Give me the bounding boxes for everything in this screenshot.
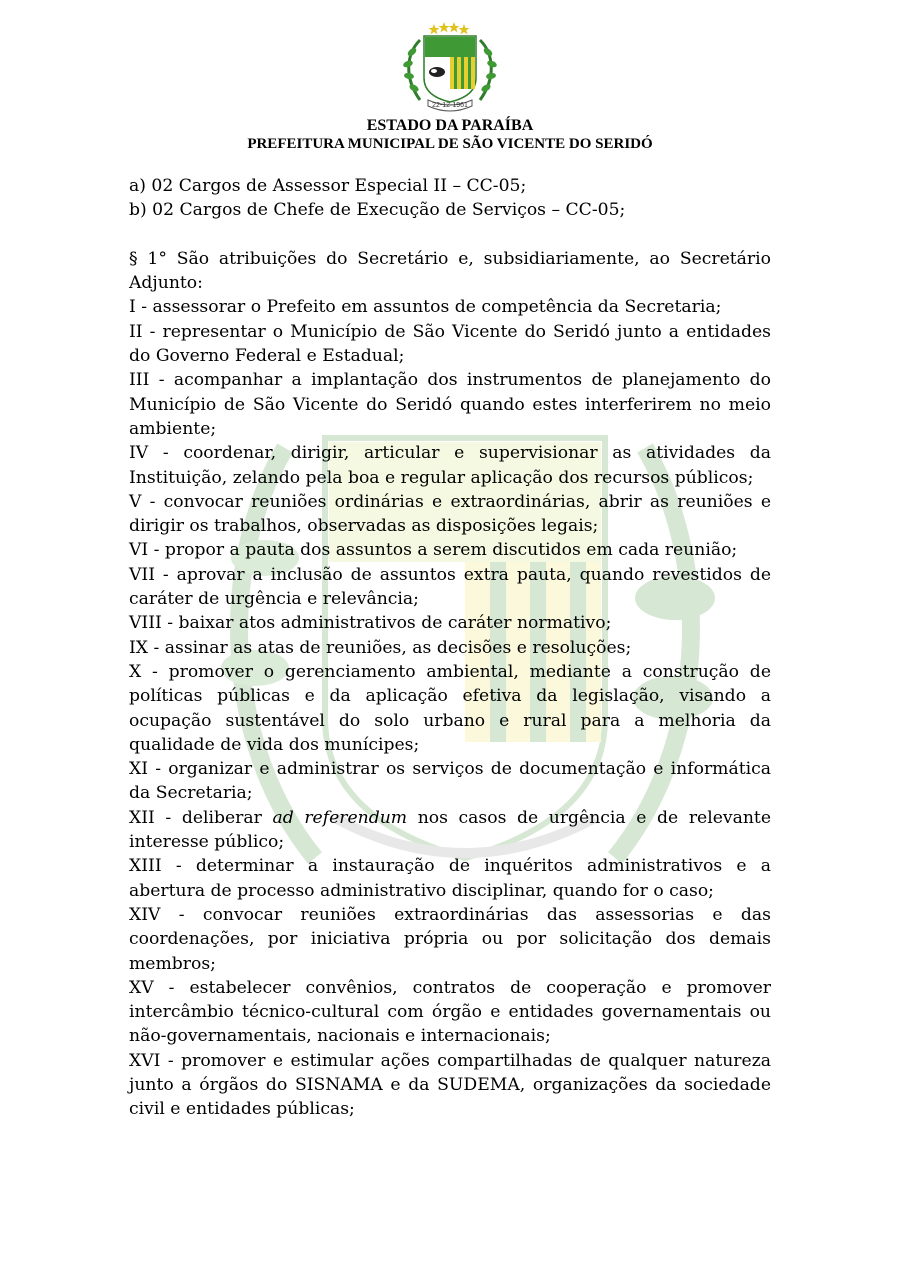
item-xi: XI - organizar e administrar os serviços de documentação e informática da Secretaria; (129, 759, 771, 804)
item-iii: III - acompanhar a implantação dos instrumentos de planejamento do Município de São Vicente do Seridó quando estes interferirem no meio ambiente; (129, 370, 771, 439)
item-iv: IV - coordenar, dirigir, articular e supervisionar as atividades da Instituição, zelando pela boa e regular aplicação dos recursos públicos; (129, 443, 771, 488)
document-body (129, 174, 771, 1122)
item-v: V - convocar reuniões ordinárias e extraordinárias, abrir as reuniões e dirigir os trabalhos, observadas as disposições legais; (129, 491, 771, 537)
item-xiv: XIV - convocar reuniões extraordinárias das assessorias e das coordenações, por iniciativa própria ou por solicitação dos demais membros; (129, 904, 771, 974)
line-b: b) 02 Cargos de Chefe de Execução de Serviços – CC-05; (129, 200, 626, 221)
seal-date: 22-12-1961 (432, 102, 468, 109)
item-xii (129, 806, 771, 855)
item-ix: IX - assinar as atas de reuniões, as decisões e resoluções; (129, 637, 632, 658)
item-xii-end: nos casos de urgência e de relevante interesse público; (129, 807, 771, 853)
document-header (0, 116, 900, 153)
item-viii: VIII - baixar atos administrativos de caráter normativo; (129, 613, 612, 634)
item-xvi: XVI - promover e estimular ações compartilhadas de qualquer natureza junto a órgãos do SISNAMA e da SUDEMA, organizações da sociedade civil e entidades públicas; (129, 1050, 771, 1120)
item-xv: XV - estabelecer convênios, contratos de cooperação e promover intercâmbio técnico-cultural com órgão e entidades governamentais ou não-governamentais, nacionais e internacionais; (129, 977, 771, 1047)
item-i: I - assessorar o Prefeito em assuntos de competência da Secretaria; (129, 297, 722, 318)
item-vii: VII - aprovar a inclusão de assuntos extra pauta, quando revestidos de caráter de urgência e relevância; (129, 564, 771, 610)
item-x: X - promover o gerenciamento ambiental, mediante a construção de políticas públicas e da aplicação efetiva da legislação, visando a ocupação sustentável do solo urbano e rural para a melhoria da qualidade de vida dos munícipes; (129, 661, 771, 755)
item-xii-start: XII - deliberar (129, 807, 262, 828)
item-ii: II - representar o Município de São Vicente do Seridó junto a entidades do Governo Federal e Estadual; (129, 321, 771, 367)
paragraph-1: § 1° São atribuições do Secretário e, subsidiariamente, ao Secretário Adjunto: (129, 248, 771, 294)
municipal-coat-of-arms (398, 20, 502, 112)
blank-line (129, 223, 771, 247)
item-vi: VI - propor a pauta dos assuntos a serem discutidos em cada reunião; (129, 540, 738, 561)
state-name: ESTADO DA PARAÍBA (366, 117, 534, 134)
item-xiii: XIII - determinar a instauração de inquéritos administrativos e a abertura de processo administrativo disciplinar, quando for o caso; (129, 856, 771, 901)
line-a: a) 02 Cargos de Assessor Especial II – CC-05; (129, 176, 527, 196)
item-xii-latin-term: ad referendum (272, 807, 408, 828)
city-hall-name: PREFEITURA MUNICIPAL DE SÃO VICENTE DO SERIDÓ (247, 136, 653, 152)
